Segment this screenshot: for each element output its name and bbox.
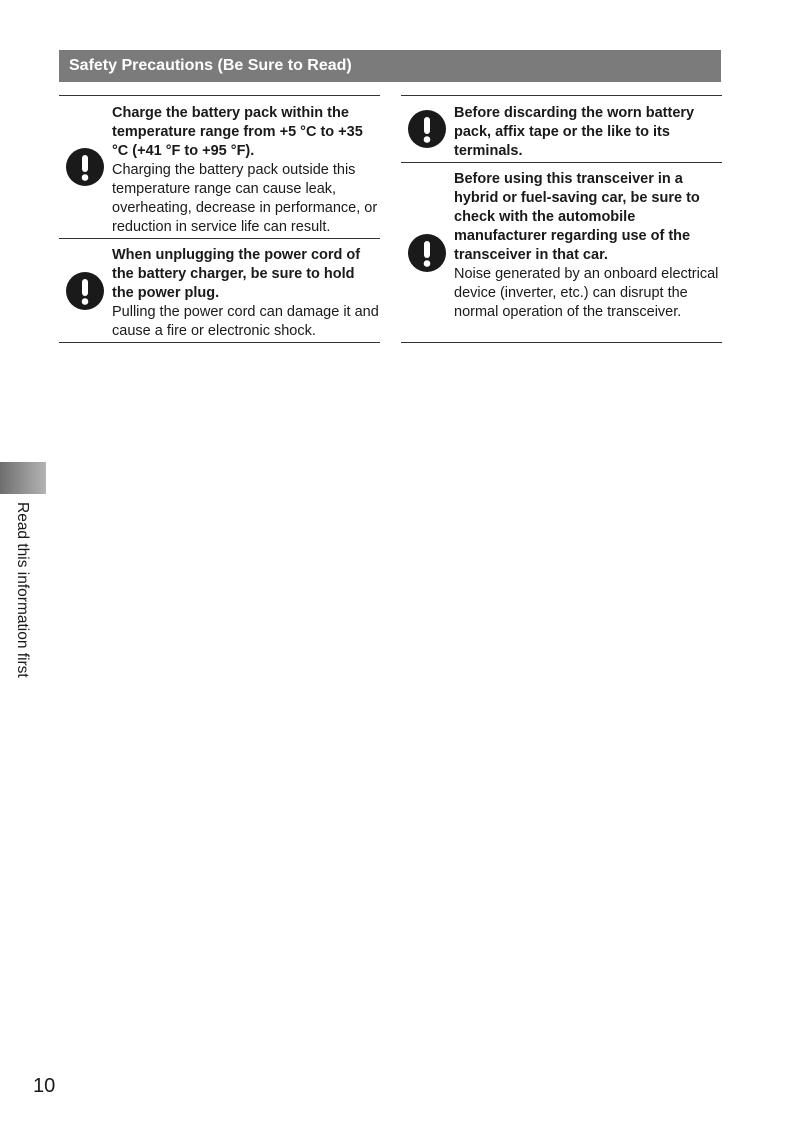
exclamation-icon [408,234,446,272]
side-tab-marker [0,462,46,494]
page-number: 10 [33,1075,56,1097]
precaution-body: Charging the battery pack outside this temperature range can cause leak, overheating, decrease in performance, or reduction in service life can result. [112,162,378,235]
precaution-body: Pulling the power cord can damage it and cause a fire or electronic shock. [112,304,379,339]
precaution-item [401,162,722,343]
precaution-title: When unplugging the power cord of the battery charger, be sure to hold the power plug. [112,247,361,301]
left-column [59,95,380,343]
exclamation-icon [66,272,104,310]
precaution-item [59,95,380,238]
precaution-title: Charge the battery pack within the temperature range from +5 °C to +35 °C (+41 °F to +95 °F). [112,105,363,159]
precaution-body: Noise generated by an onboard electrical device (inverter, etc.) can disrupt the normal operation of the transceiver. [454,266,719,320]
precaution-item [401,95,722,162]
precaution-item [59,238,380,343]
section-title: Safety Precautions (Be Sure to Read) [59,50,721,82]
precaution-title: Before using this transceiver in a hybrid or fuel-saving car, be sure to check with the automobile manufacturer regarding use of the transceiver in that car. [454,171,700,263]
exclamation-icon [66,148,104,186]
side-tab-label: Read this information first [14,502,31,678]
exclamation-icon [408,110,446,148]
precaution-title: Before discarding the worn battery pack, affix tape or the like to its terminals. [454,105,695,159]
right-column [401,95,722,343]
